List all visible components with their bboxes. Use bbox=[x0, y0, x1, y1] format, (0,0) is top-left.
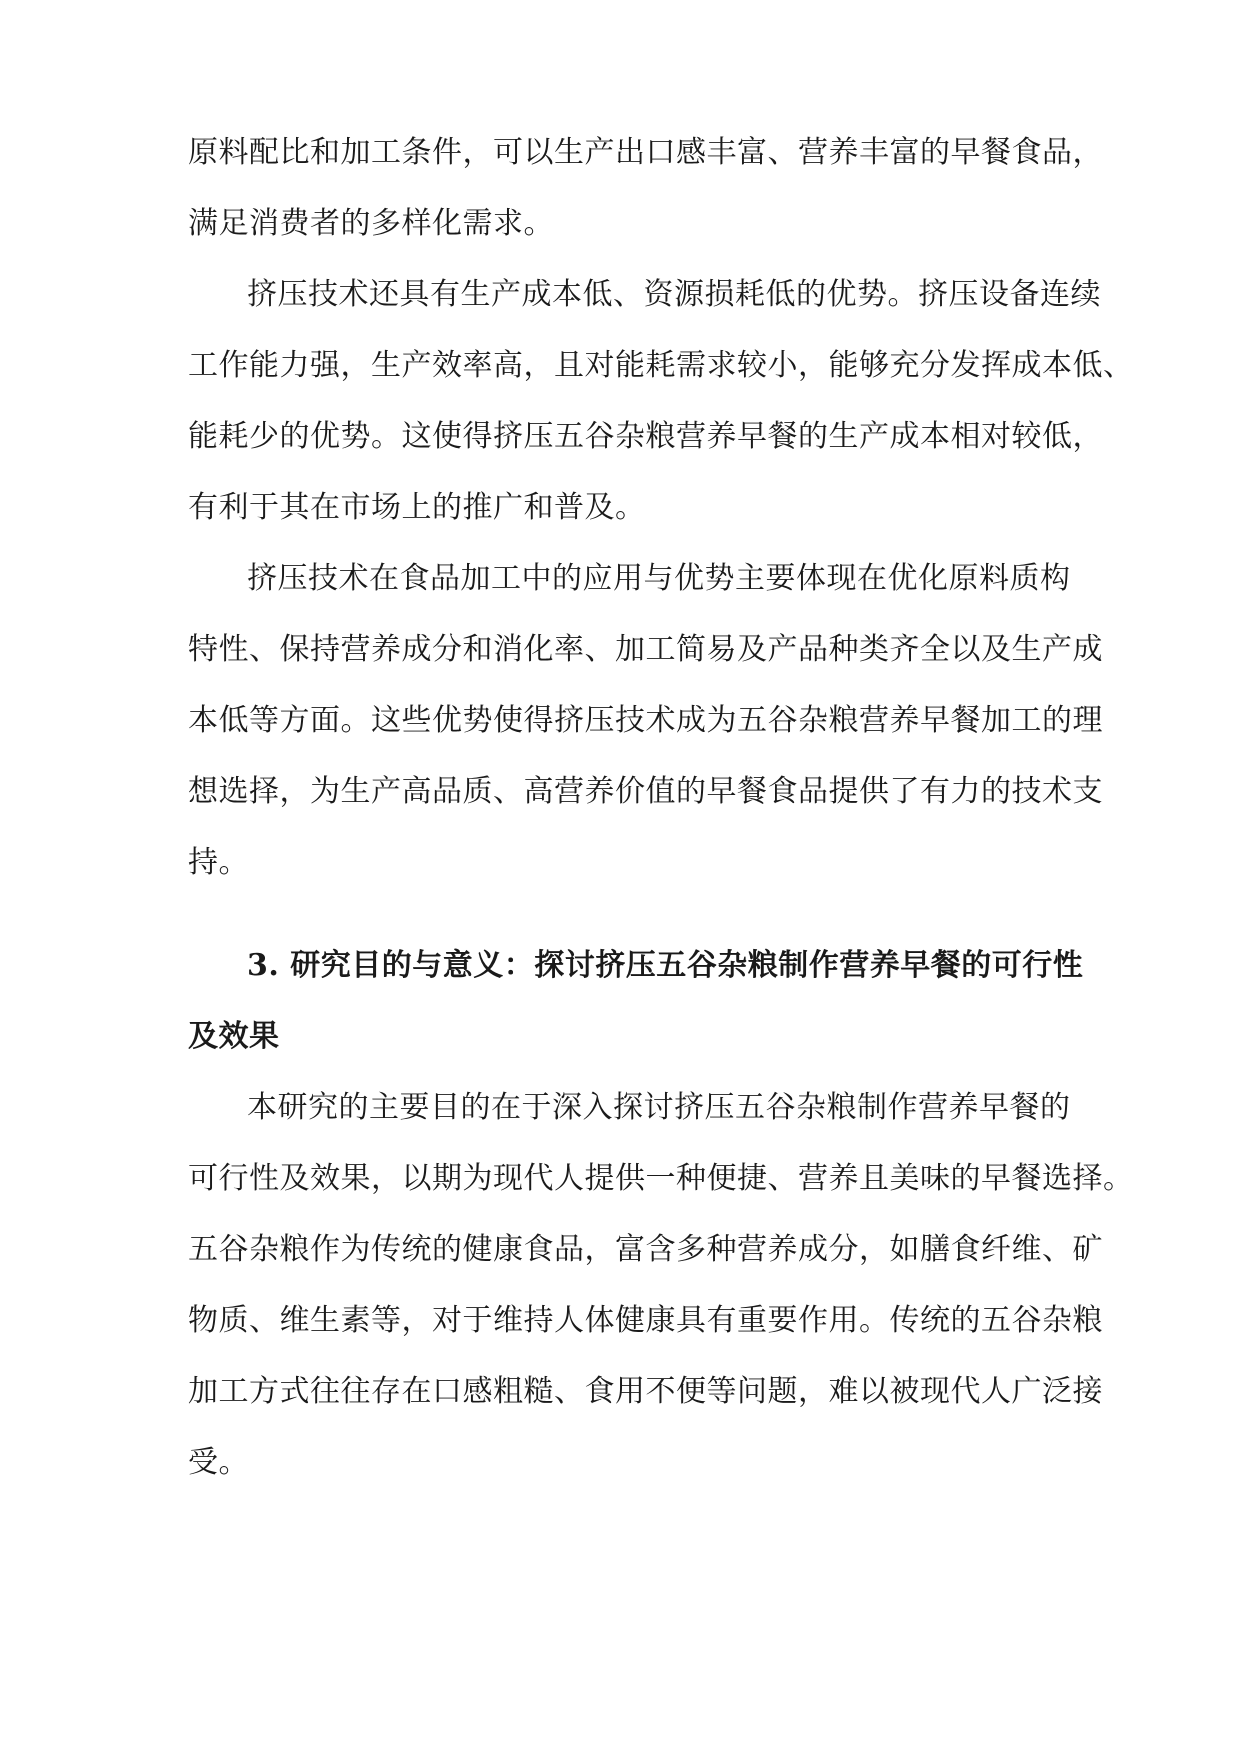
paragraph-4-line-6: 受。 bbox=[188, 1445, 249, 1480]
paragraph-2-line-4: 有利于其在市场上的推广和普及。 bbox=[188, 490, 646, 525]
section-heading-line-1: 3. 研究目的与意义：探讨挤压五谷杂粮制作营养早餐的可行性 bbox=[247, 948, 1084, 983]
paragraph-4-line-4: 物质、维生素等，对于维持人体健康具有重要作用。传统的五谷杂粮 bbox=[188, 1303, 1103, 1338]
paragraph-4-line-1: 本研究的主要目的在于深入探讨挤压五谷杂粮制作营养早餐的 bbox=[247, 1090, 1071, 1125]
section-heading-line-2: 及效果 bbox=[188, 1019, 280, 1054]
paragraph-4-line-2: 可行性及效果，以期为现代人提供一种便捷、营养且美味的早餐选择。 bbox=[188, 1161, 1134, 1196]
paragraph-2-line-2: 工作能力强，生产效率高，且对能耗需求较小，能够充分发挥成本低、 bbox=[188, 348, 1134, 383]
paragraph-4-line-3: 五谷杂粮作为传统的健康食品，富含多种营养成分，如膳食纤维、矿 bbox=[188, 1232, 1103, 1267]
paragraph-1-line-2: 满足消费者的多样化需求。 bbox=[188, 206, 554, 241]
paragraph-1-line-1: 原料配比和加工条件，可以生产出口感丰富、营养丰富的早餐食品， bbox=[188, 135, 1103, 170]
paragraph-4-line-5: 加工方式往往存在口感粗糙、食用不便等问题，难以被现代人广泛接 bbox=[188, 1374, 1103, 1409]
paragraph-3-line-3: 本低等方面。这些优势使得挤压技术成为五谷杂粮营养早餐加工的理 bbox=[188, 703, 1103, 738]
paragraph-2-line-3: 能耗少的优势。这使得挤压五谷杂粮营养早餐的生产成本相对较低， bbox=[188, 419, 1103, 454]
paragraph-3-line-2: 特性、保持营养成分和消化率、加工简易及产品种类齐全以及生产成 bbox=[188, 632, 1103, 667]
paragraph-2-line-1: 挤压技术还具有生产成本低、资源损耗低的优势。挤压设备连续 bbox=[247, 277, 1101, 312]
paragraph-3-line-5: 持。 bbox=[188, 845, 249, 880]
paragraph-3-line-4: 想选择，为生产高品质、高营养价值的早餐食品提供了有力的技术支 bbox=[188, 774, 1103, 809]
paragraph-3-line-1: 挤压技术在食品加工中的应用与优势主要体现在优化原料质构 bbox=[247, 561, 1071, 596]
